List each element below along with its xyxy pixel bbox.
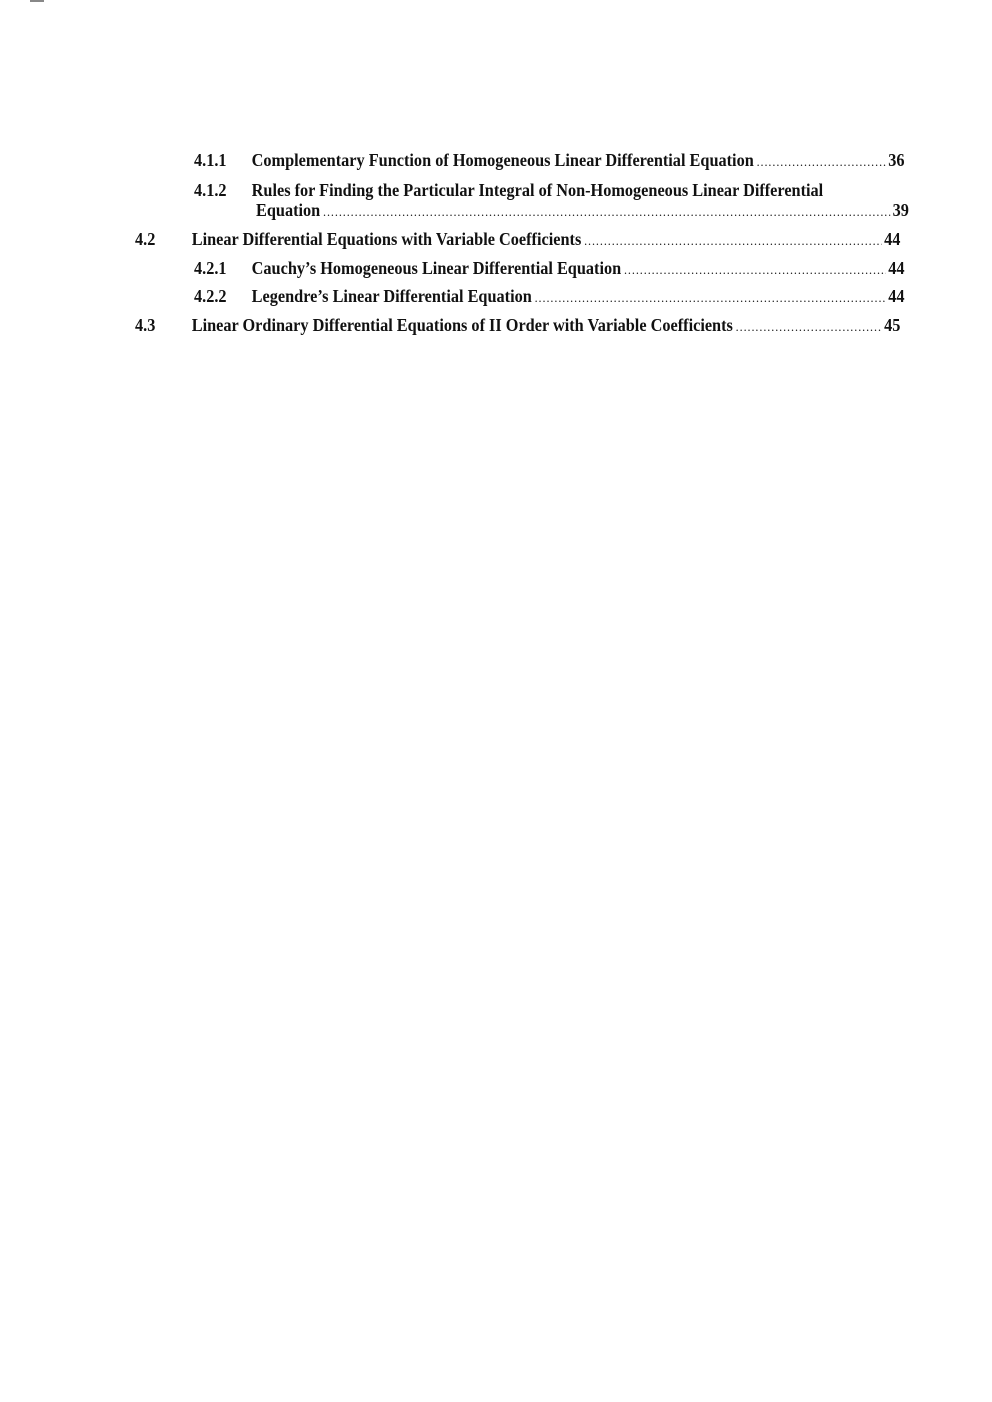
- toc-entry[interactable]: [135, 229, 900, 251]
- toc-title: Complementary Function of Homogeneous Linear Differential Equation: [251, 150, 754, 170]
- toc-number: 4.3: [135, 315, 156, 335]
- dot-leader: [736, 317, 882, 337]
- dot-leader: [757, 152, 886, 172]
- toc-entry[interactable]: [194, 258, 905, 280]
- dot-leader: [624, 260, 885, 280]
- toc-number: 4.1.2: [194, 180, 227, 200]
- toc-page: 36: [888, 150, 905, 170]
- toc-page: 44: [884, 229, 901, 249]
- toc-entry-line2[interactable]: [256, 200, 909, 222]
- dot-leader: [584, 231, 881, 251]
- toc-title: Cauchy’s Homogeneous Linear Differential Equation: [251, 258, 622, 278]
- toc-title-line1: Rules for Finding the Particular Integral of Non-Homogeneous Linear Differential: [251, 180, 824, 200]
- toc-number: 4.2: [135, 229, 156, 249]
- toc-title: Linear Ordinary Differential Equations of II Order with Variable Coefficients: [191, 315, 733, 335]
- toc-entry-line1[interactable]: [194, 180, 823, 200]
- toc-entry[interactable]: [194, 150, 905, 172]
- toc-page: 39: [892, 200, 909, 220]
- toc-title: Legendre’s Linear Differential Equation: [251, 286, 532, 306]
- toc-entry[interactable]: [194, 286, 905, 308]
- toc-page: 44: [888, 258, 905, 278]
- toc-number: 4.2.1: [194, 258, 227, 278]
- dot-leader: [535, 288, 886, 308]
- toc-title-line2: Equation: [256, 200, 321, 220]
- scan-mark: [30, 0, 44, 2]
- toc-number: 4.2.2: [194, 286, 227, 306]
- toc-page: 45: [884, 315, 901, 335]
- toc-title: Linear Differential Equations with Variable Coefficients: [191, 229, 582, 249]
- toc-page: 44: [888, 286, 905, 306]
- toc-entry[interactable]: [135, 315, 900, 337]
- toc-number: 4.1.1: [194, 150, 227, 170]
- dot-leader: [323, 202, 890, 222]
